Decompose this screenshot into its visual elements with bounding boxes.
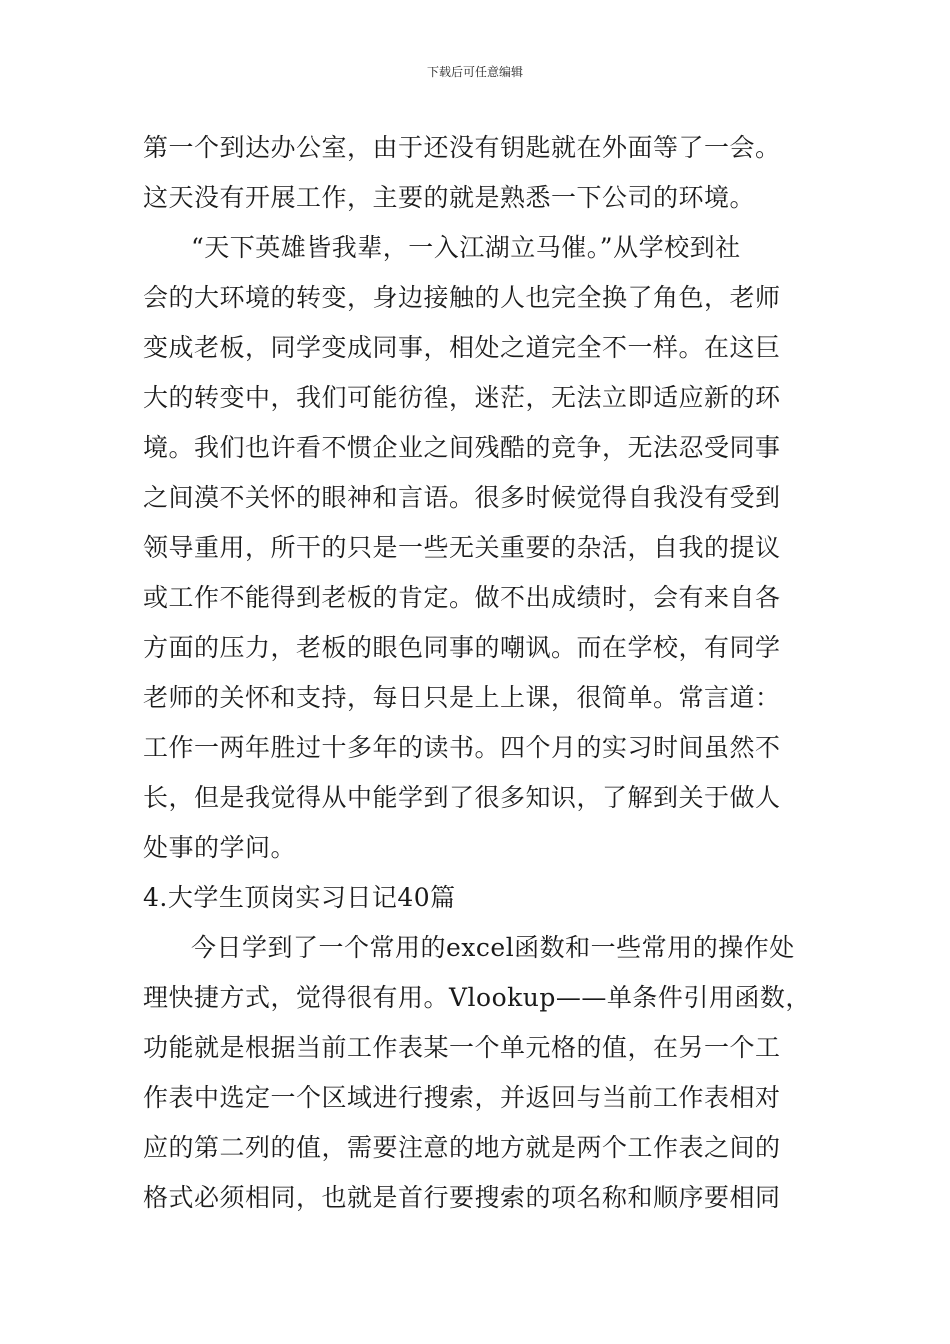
text-line: 变成老板，同学变成同事，相处之道完全不一样。在这巨	[143, 333, 781, 362]
text-line: 会的大环境的转变，身边接触的人也完全换了角色，老师	[143, 283, 781, 312]
text-line: 这天没有开展工作，主要的就是熟悉一下公司的环境。	[143, 183, 756, 212]
text-line: 方面的压力，老板的眼色同事的嘲讽。而在学校，有同学	[143, 633, 781, 662]
text-line: 格式必须相同，也就是首行要搜索的项名称和顺序要相同	[143, 1183, 781, 1212]
section-heading: 4.大学生顶岗实习日记40篇	[143, 883, 456, 912]
text-line: 境。我们也许看不惯企业之间残酷的竞争，无法忍受同事	[143, 433, 781, 462]
text-line: 应的第二列的值，需要注意的地方就是两个工作表之间的	[143, 1133, 781, 1162]
text-line: 作表中选定一个区域进行搜索，并返回与当前工作表相对	[143, 1083, 781, 1112]
text-line: 理快捷方式，觉得很有用。Vlookup——单条件引用函数，	[143, 983, 811, 1012]
text-line: 或工作不能得到老板的肯定。做不出成绩时，会有来自各	[143, 583, 781, 612]
page-header: 下载后可任意编辑	[426, 65, 523, 79]
text-line: 大的转变中，我们可能彷徨，迷茫，无法立即适应新的环	[143, 383, 781, 412]
text-line: 长，但是我觉得从中能学到了很多知识，了解到关于做人	[143, 783, 781, 812]
body-text	[143, 123, 813, 1223]
text-line: “天下英雄皆我辈，一入江湖立马催。”从学校到社	[191, 233, 741, 262]
text-line: 老师的关怀和支持，每日只是上上课，很简单。常言道：	[143, 683, 781, 712]
text-line: 之间漠不关怀的眼神和言语。很多时候觉得自我没有受到	[143, 483, 781, 512]
text-line: 第一个到达办公室，由于还没有钥匙就在外面等了一会。	[143, 133, 781, 162]
text-line: 工作一两年胜过十多年的读书。四个月的实习时间虽然不	[143, 733, 781, 762]
text-line: 功能就是根据当前工作表某一个单元格的值，在另一个工	[143, 1033, 781, 1062]
text-line: 今日学到了一个常用的excel函数和一些常用的操作处	[191, 933, 795, 962]
text-line: 处事的学问。	[143, 833, 297, 862]
text-line: 领导重用，所干的只是一些无关重要的杂活，自我的提议	[143, 533, 781, 562]
